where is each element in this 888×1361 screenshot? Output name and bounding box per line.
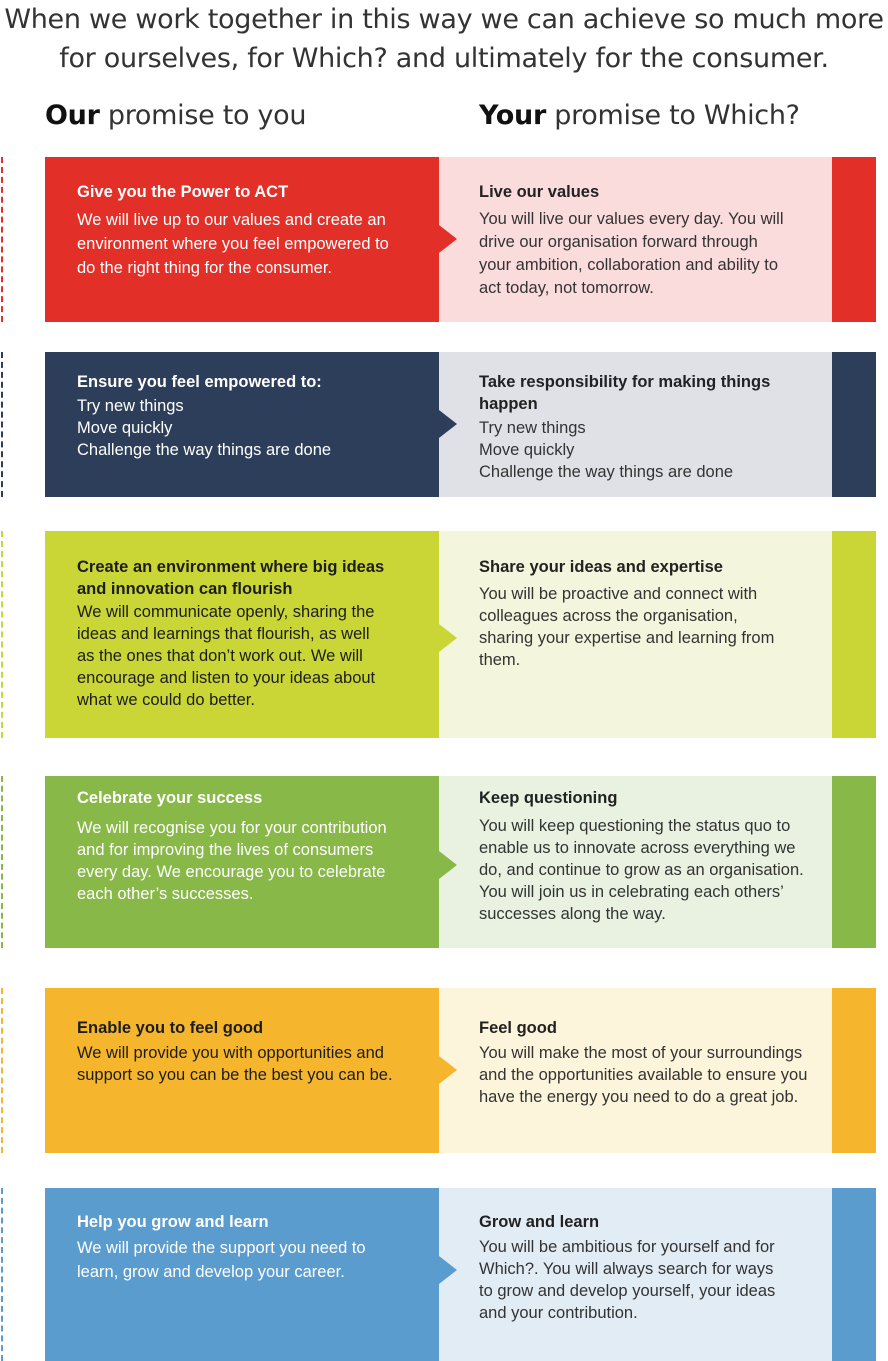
our-promise-card — [45, 776, 439, 948]
arrow-pointer — [439, 225, 457, 253]
our-promise-body-line: as the ones that don’t work out. We will — [77, 647, 363, 665]
our-promise-body-line: do the right thing for the consumer. — [77, 259, 332, 277]
your-promise-body-line: act today, not tomorrow. — [479, 279, 654, 297]
row-end-bar — [832, 1188, 876, 1361]
your-promise-body-line: Try new things — [479, 419, 586, 437]
your-promise-body-line: enable us to innovate across everything we — [479, 839, 796, 857]
our-promise-title: Create an environment where big ideas — [77, 558, 385, 576]
your-promise-title: Grow and learn — [479, 1213, 600, 1231]
our-promise-body-line: learn, grow and develop your career. — [77, 1263, 345, 1281]
your-promise-body-line: You will make the most of your surroundings — [479, 1044, 803, 1062]
our-promise-body-line: We will live up to our values and create an — [77, 211, 386, 229]
your-promise-card — [439, 1188, 832, 1361]
your-promise-title: Keep questioning — [479, 789, 618, 807]
our-promise-title: Give you the Power to ACT — [77, 183, 289, 201]
row-end-bar — [832, 531, 876, 738]
our-promise-title: Celebrate your success — [77, 789, 263, 807]
your-promise-body-line: do, and continue to grow as an organisation. — [479, 861, 804, 879]
our-promise-body-line: encourage and listen to your ideas about — [77, 669, 376, 687]
our-promise-title: Ensure you feel empowered to: — [77, 373, 322, 391]
your-promise-body-line: You will be proactive and connect with — [479, 585, 758, 603]
your-promise-card — [439, 352, 832, 497]
your-promise-body-line: sharing your expertise and learning from — [479, 629, 775, 647]
our-promise-card — [45, 157, 439, 322]
your-promise-title: Take responsibility for making things — [479, 373, 771, 391]
our-promise-title: and innovation can flourish — [77, 580, 293, 598]
our-promise-card — [45, 988, 439, 1153]
our-promise-card — [45, 531, 439, 738]
our-promise-title: Enable you to feel good — [77, 1019, 264, 1037]
row-6-dashed-marker — [1, 1188, 3, 1361]
your-promise-body-line: Challenge the way things are done — [479, 463, 734, 481]
our-promise-body-line: Try new things — [77, 397, 184, 415]
arrow-pointer — [439, 624, 457, 652]
our-promise-heading-bold: Our — [45, 100, 100, 131]
your-promise-title: happen — [479, 395, 538, 413]
arrow-pointer — [439, 1256, 457, 1284]
your-promise-body-line: drive our organisation forward through — [479, 233, 758, 251]
intro-line-1: When we work together in this way we can achieve so much more — [4, 4, 884, 35]
our-promise-body-line: ideas and learnings that flourish, as well — [77, 625, 370, 643]
your-promise-title: Feel good — [479, 1019, 557, 1037]
your-promise-body-line: and your contribution. — [479, 1304, 638, 1322]
our-promise-title: Help you grow and learn — [77, 1213, 269, 1231]
your-promise-body-line: them. — [479, 651, 521, 669]
arrow-pointer — [439, 1056, 457, 1084]
arrow-pointer — [439, 851, 457, 879]
row-end-bar — [832, 352, 876, 497]
promise-row-celebrate — [45, 776, 876, 948]
your-promise-heading-rest: promise to Which? — [545, 100, 800, 131]
promise-row-feel-good — [45, 988, 876, 1153]
row-end-bar — [832, 776, 876, 948]
our-promise-heading — [45, 100, 306, 131]
promise-row-empowered — [45, 352, 876, 497]
our-promise-body-line: every day. We encourage you to celebrate — [77, 863, 386, 881]
our-promise-card — [45, 1188, 439, 1361]
intro-line-2: for ourselves, for Which? and ultimately for the consumer. — [59, 43, 829, 74]
your-promise-body-line: successes along the way. — [479, 905, 666, 923]
our-promise-body-line: Challenge the way things are done — [77, 441, 332, 459]
your-promise-body-line: have the energy you need to do a great job. — [479, 1088, 799, 1106]
our-promise-card — [45, 352, 439, 497]
promise-row-ideas — [45, 531, 876, 738]
your-promise-body-line: You will keep questioning the status quo to — [479, 817, 791, 835]
your-promise-card — [439, 776, 832, 948]
your-promise-body-line: You will join us in celebrating each others’ — [479, 883, 784, 901]
arrow-pointer — [439, 410, 457, 438]
our-promise-body-line: We will provide the support you need to — [77, 1239, 366, 1257]
your-promise-heading — [479, 100, 800, 131]
our-promise-body-line: We will recognise you for your contribution — [77, 819, 387, 837]
your-promise-heading-bold: Your — [479, 100, 546, 131]
promise-row-power-to-act — [45, 157, 876, 322]
your-promise-body-line: You will live our values every day. You will — [479, 210, 784, 228]
row-end-bar — [832, 157, 876, 322]
row-5-dashed-marker — [1, 988, 3, 1153]
our-promise-body-line: support so you can be the best you can be. — [77, 1066, 393, 1084]
row-3-dashed-marker — [1, 531, 3, 738]
your-promise-card — [439, 531, 832, 738]
your-promise-body-line: to grow and develop yourself, your ideas — [479, 1282, 776, 1300]
your-promise-body-line: your ambition, collaboration and ability to — [479, 256, 779, 274]
your-promise-body-line: colleagues across the organisation, — [479, 607, 738, 625]
our-promise-body-line: what we could do better. — [77, 691, 255, 709]
row-2-dashed-marker — [1, 352, 3, 497]
promise-row-grow-learn — [45, 1188, 876, 1361]
your-promise-body-line: Move quickly — [479, 441, 575, 459]
our-promise-body-line: We will provide you with opportunities and — [77, 1044, 384, 1062]
row-1-dashed-marker — [1, 157, 3, 322]
your-promise-body-line: and the opportunities available to ensure you — [479, 1066, 808, 1084]
your-promise-card — [439, 988, 832, 1153]
your-promise-body-line: Which?. You will always search for ways — [479, 1260, 774, 1278]
row-end-bar — [832, 988, 876, 1153]
our-promise-body-line: Move quickly — [77, 419, 173, 437]
your-promise-title: Live our values — [479, 183, 600, 201]
our-promise-body-line: environment where you feel empowered to — [77, 235, 389, 253]
your-promise-card — [439, 157, 832, 322]
our-promise-body-line: We will communicate openly, sharing the — [77, 603, 375, 621]
our-promise-body-line: each other’s successes. — [77, 885, 254, 903]
your-promise-body-line: You will be ambitious for yourself and for — [479, 1238, 775, 1256]
your-promise-title: Share your ideas and expertise — [479, 558, 723, 576]
row-4-dashed-marker — [1, 776, 3, 948]
our-promise-heading-rest: promise to you — [99, 100, 307, 131]
our-promise-body-line: and for improving the lives of consumers — [77, 841, 374, 859]
